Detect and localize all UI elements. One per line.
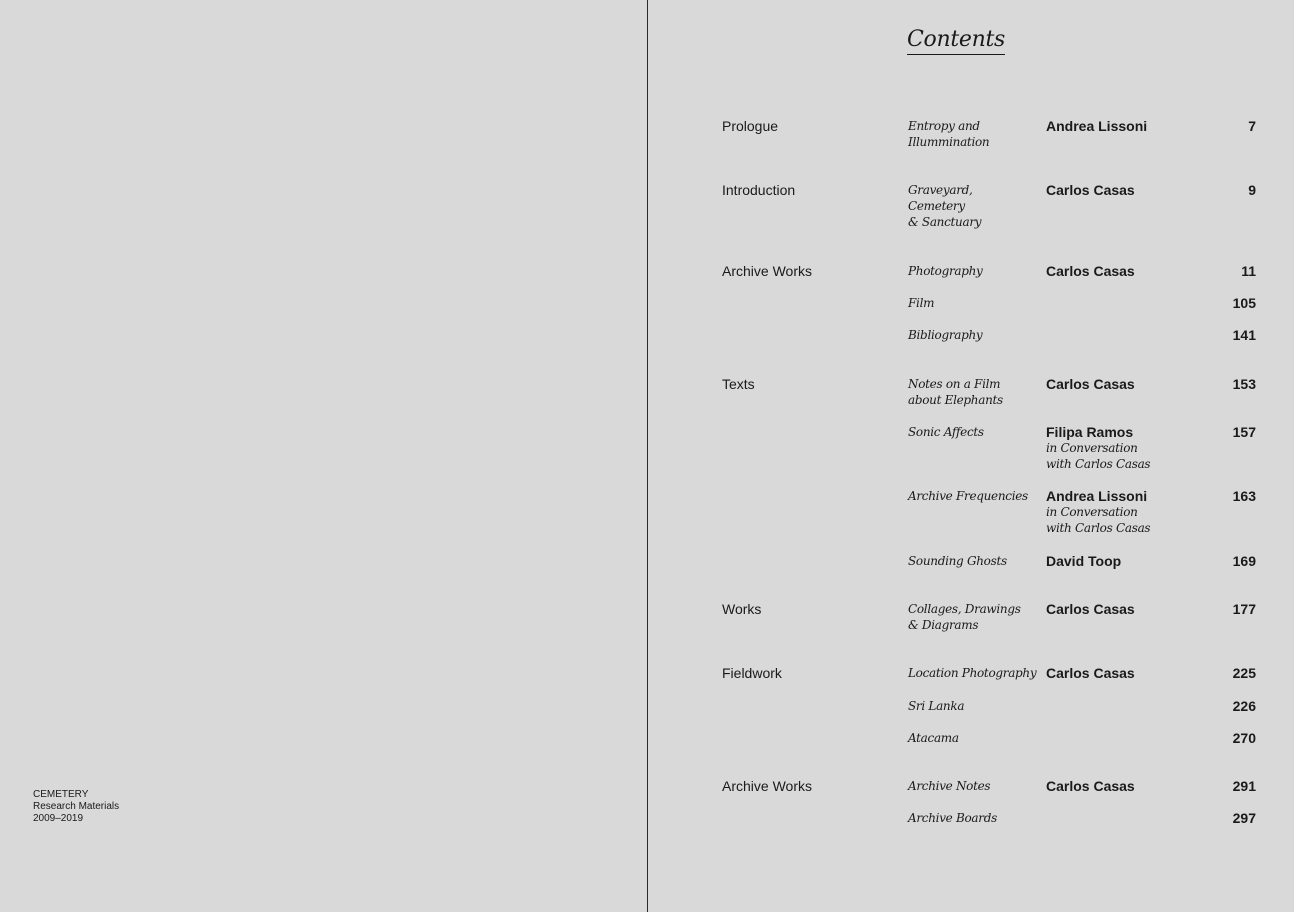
toc-page-number: 157 [1232, 424, 1256, 440]
toc-page-number: 297 [1232, 810, 1256, 826]
toc-entry-title: Bibliography [908, 328, 983, 342]
toc-author-note: in Conversation with Carlos Casas [1046, 441, 1151, 471]
colophon [33, 789, 119, 825]
toc-author [1046, 601, 1246, 617]
toc-author-name: Carlos Casas [1046, 601, 1135, 617]
toc-page-number: 163 [1232, 488, 1256, 504]
toc-entry-title: Film [908, 296, 935, 310]
toc-author [1046, 118, 1246, 134]
toc-entry-title: Entropy and Illummination [908, 119, 990, 149]
toc-author-name: Carlos Casas [1046, 182, 1135, 198]
toc-author [1046, 263, 1246, 279]
toc-page-number: 177 [1232, 601, 1256, 617]
toc-entry-title: Graveyard, Cemetery & Sanctuary [908, 183, 982, 229]
toc-author-name: Andrea Lissoni [1046, 118, 1148, 134]
toc-page-number: 226 [1232, 698, 1256, 714]
toc-entry-title: Notes on a Film about Elephants [908, 377, 1003, 407]
colophon-subtitle: Research Materials [33, 801, 120, 812]
toc-section-label: Archive Works [722, 778, 812, 794]
toc-page-number: 169 [1232, 553, 1256, 569]
toc-entry-title: Archive Notes [908, 779, 991, 793]
toc-entry-title: Sri Lanka [908, 699, 965, 713]
toc-section-label: Introduction [722, 182, 796, 198]
colophon-title: CEMETERY [33, 789, 89, 800]
toc-author [1046, 778, 1246, 794]
toc-entry-title: Sonic Affects [908, 425, 984, 439]
right-page [648, 0, 1294, 912]
toc-author-name: Carlos Casas [1046, 376, 1135, 392]
toc-author [1046, 182, 1246, 198]
toc-page-number: 225 [1232, 665, 1256, 681]
toc-entry-title: Atacama [908, 731, 959, 745]
toc-section-label: Archive Works [722, 263, 812, 279]
toc-author-name: Carlos Casas [1046, 665, 1135, 681]
toc-author-name: Carlos Casas [1046, 263, 1135, 279]
toc-section-label: Texts [722, 376, 755, 392]
toc-author [1046, 424, 1246, 472]
toc-page-number: 7 [1248, 118, 1256, 134]
toc-section-label: Works [722, 601, 762, 617]
page-title: Contents [907, 26, 1005, 55]
toc-page-number: 291 [1232, 778, 1256, 794]
toc-entry-title: Archive Boards [908, 811, 997, 825]
toc-author-note: in Conversation with Carlos Casas [1046, 505, 1151, 535]
toc-section-label: Fieldwork [722, 665, 782, 681]
toc-entry-title: Collages, Drawings & Diagrams [908, 602, 1021, 632]
table-of-contents [648, 0, 1294, 912]
toc-page-number: 270 [1232, 730, 1256, 746]
toc-entry-title: Archive Frequencies [908, 489, 1028, 503]
toc-entry-title: Photography [908, 264, 983, 278]
toc-author-name: David Toop [1046, 553, 1122, 569]
colophon-years: 2009–2019 [33, 813, 84, 824]
toc-page-number: 153 [1232, 376, 1256, 392]
toc-author-name: Filipa Ramos [1046, 424, 1134, 440]
toc-page-number: 9 [1248, 182, 1256, 198]
toc-author [1046, 553, 1246, 569]
toc-author [1046, 376, 1246, 392]
toc-section-label: Prologue [722, 118, 779, 134]
toc-page-number: 141 [1232, 327, 1256, 343]
toc-author [1046, 665, 1246, 681]
toc-page-number: 11 [1241, 263, 1256, 279]
toc-page-number: 105 [1232, 295, 1256, 311]
toc-author-name: Andrea Lissoni [1046, 488, 1148, 504]
toc-entry-title: Location Photography [908, 666, 1037, 680]
toc-author-name: Carlos Casas [1046, 778, 1135, 794]
toc-author [1046, 488, 1246, 536]
toc-entry-title: Sounding Ghosts [908, 554, 1007, 568]
